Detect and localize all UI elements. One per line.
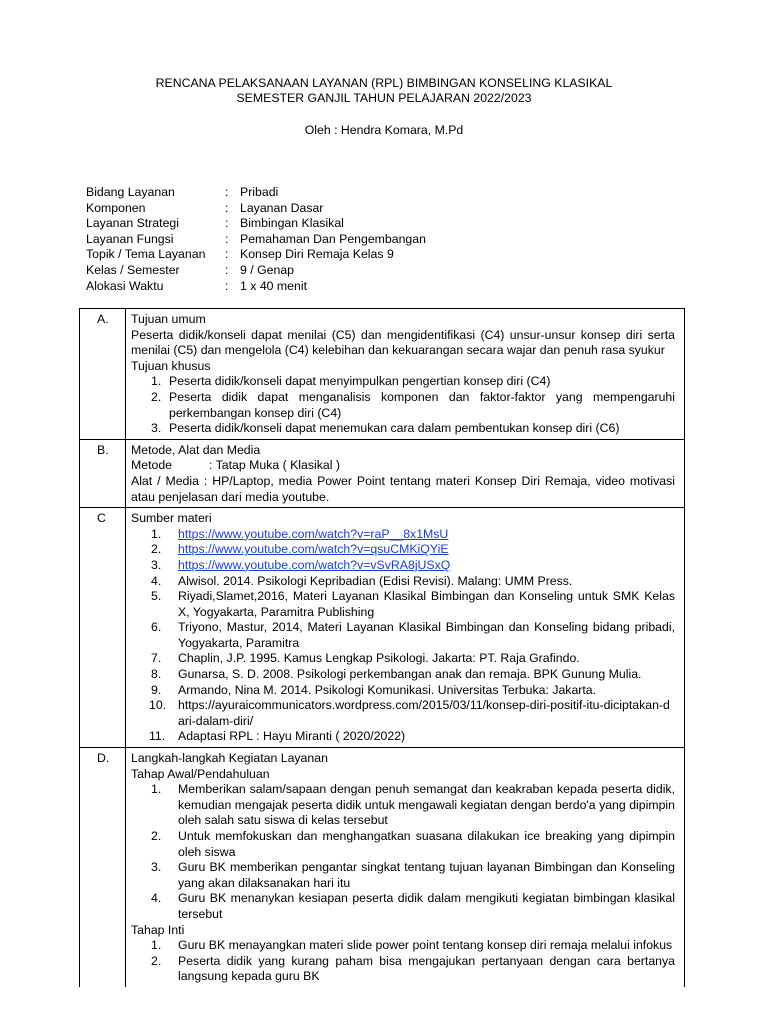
list-item <box>131 782 675 829</box>
item-number: 2. <box>151 953 162 968</box>
item-number: 1. <box>151 782 162 797</box>
meta-colon: : <box>225 200 229 215</box>
list-item <box>131 938 675 954</box>
meta-label: Topik / Tema Layanan <box>86 247 206 262</box>
meta-colon: : <box>225 185 229 199</box>
section-letter: D. <box>80 748 126 987</box>
author-line: Oleh : Hendra Komara, M.Pd <box>304 123 464 137</box>
item-number: 1. <box>151 374 162 389</box>
item-text: Guru BK menayangkan materi slide power point tentang konsep diri remaja melalui infokus <box>178 938 673 953</box>
meta-value: Layanan Dasar <box>240 200 324 215</box>
general-objective: Peserta didik/konseli dapat menilai (C5) dan mengidentifikasi (C4) unsur-unsur konsep diri serta menilai (C5) dan mengelola (C4) kelebihan dan kekuarangan secara wajar dan penuh rasa syukur <box>131 327 675 358</box>
list-item <box>131 421 675 437</box>
list-item <box>131 729 675 745</box>
meta-label: Alokasi Waktu <box>86 278 164 293</box>
meta-label: Layanan Strategi <box>86 216 179 231</box>
list-item <box>131 589 675 620</box>
meta-value: 9 / Genap <box>240 262 295 277</box>
section-title: Sumber materi <box>131 511 212 526</box>
meta-value: 1 x 40 menit <box>240 278 307 293</box>
item-text: Peserta didik/konseli dapat menyimpulkan pengertian konsep diri (C4) <box>169 374 551 389</box>
item-number: 4. <box>151 573 162 588</box>
list-item <box>131 698 675 729</box>
document-subtitle: SEMESTER GANJIL TAHUN PELAJARAN 2022/2023 <box>236 91 532 105</box>
meta-value: Pribadi <box>240 185 279 199</box>
list-item <box>131 829 675 860</box>
meta-colon: : <box>225 231 229 246</box>
item-number: 5. <box>151 589 162 604</box>
source-link[interactable]: https://www.youtube.com/watch?v=raP__8x1MsU <box>178 526 449 541</box>
specific-objective-title: Tujuan khusus <box>131 358 211 373</box>
source-link[interactable]: https://www.youtube.com/watch?v=vSvRA8jUSxQ <box>178 557 451 572</box>
item-text: Triyono, Mastur, 2014, Materi Layanan Klasikal Bimbingan dan Konseling bidang pribadi, Yogyakarta, Paramitra <box>178 620 675 650</box>
list-item <box>131 542 675 558</box>
section-title: Metode, Alat dan Media <box>131 442 261 457</box>
item-text: Guru BK menanykan kesiapan peserta didik dalam mengikuti kegiatan bimbingan klasikal tersebut <box>178 891 675 921</box>
item-number: 2. <box>151 542 162 557</box>
section-content <box>126 508 684 747</box>
list-item <box>131 860 675 891</box>
item-number: 11. <box>149 729 166 744</box>
source-list <box>131 527 675 745</box>
method-line <box>131 458 675 474</box>
list-item <box>131 954 675 985</box>
section-content <box>126 748 684 987</box>
meta-row <box>86 279 426 295</box>
phase2-list <box>131 938 675 985</box>
item-number: 4. <box>151 891 162 906</box>
item-text: Riyadi,Slamet,2016, Materi Layanan Klasikal Bimbingan dan Konseling untuk SMK Kelas X, Yogyakarta, Paramitra Publishing <box>178 589 675 619</box>
objective-list <box>131 374 675 436</box>
section-letter: C <box>80 508 126 747</box>
meta-label: Layanan Fungsi <box>86 231 174 246</box>
section-letter: A. <box>80 309 126 439</box>
item-number: 6. <box>151 620 162 635</box>
item-text: Chaplin, J.P. 1995. Kamus Lengkap Psikologi. Jakarta: PT. Raja Grafindo. <box>178 651 580 666</box>
section-content <box>126 309 684 439</box>
rpl-table <box>79 308 685 987</box>
meta-label: Kelas / Semester <box>86 262 180 277</box>
meta-value: Konsep Diri Remaja Kelas 9 <box>240 247 394 262</box>
section-c-row <box>80 508 684 748</box>
list-item <box>131 667 675 683</box>
item-text: Peserta didik/konseli dapat menemukan cara dalam pembentukan konsep diri (C6) <box>169 421 620 436</box>
list-item <box>131 651 675 667</box>
item-number: 8. <box>151 667 162 682</box>
list-item <box>131 527 675 543</box>
list-item <box>131 374 675 390</box>
phase-title: Tahap Inti <box>131 922 185 937</box>
item-number: 10. <box>149 698 167 713</box>
method-value: : Tatap Muka ( Klasikal ) <box>209 458 340 473</box>
list-item <box>131 891 675 922</box>
item-text: Untuk memfokuskan dan menghangatkan suasana dilakukan ice breaking yang dipimpin oleh siswa <box>178 829 675 859</box>
list-item <box>131 683 675 699</box>
list-item <box>131 558 675 574</box>
phase-title: Tahap Awal/Pendahuluan <box>131 766 270 781</box>
method-label: Metode <box>131 458 173 473</box>
section-title: Langkah-langkah Kegiatan Layanan <box>131 751 328 766</box>
meta-colon: : <box>225 278 229 293</box>
list-item <box>131 620 675 651</box>
item-text: Adaptasi RPL : Hayu Miranti ( 2020/2022) <box>178 729 406 744</box>
meta-row <box>86 216 426 232</box>
media-line: Alat / Media : HP/Laptop, media Power Point tentang materi Konsep Diri Remaja, video motivasi atau penjelasan dari media youtube. <box>131 473 675 504</box>
meta-row <box>86 263 426 279</box>
item-text: Alwisol. 2014. Psikologi Kepribadian (Edisi Revisi). Malang: UMM Press. <box>178 573 573 588</box>
item-text: Guru BK memberikan pengantar singkat tentang tujuan layanan Bimbingan dan Konseling yang akan dilaksanakan hari itu <box>178 860 675 890</box>
meta-value: Bimbingan Klasikal <box>240 216 344 231</box>
item-text: Armando, Nina M. 2014. Psikologi Komunikasi. Universitas Terbuka: Jakarta. <box>178 682 597 697</box>
meta-row <box>86 201 426 217</box>
item-number: 3. <box>151 860 162 875</box>
section-content <box>126 440 684 507</box>
meta-row <box>86 232 426 248</box>
source-link[interactable]: https://www.youtube.com/watch?v=qsuCMKiQYiE <box>178 542 449 557</box>
meta-colon: : <box>225 216 229 231</box>
meta-colon: : <box>225 262 229 277</box>
item-number: 3. <box>151 421 162 436</box>
item-text: https://ayuraicommunicators.wordpress.com/2015/03/11/konsep-diri-positif-itu-diciptakan-dari-dalam-diri/ <box>178 698 670 728</box>
meta-label: Bidang Layanan <box>86 185 175 199</box>
meta-label: Komponen <box>86 200 146 215</box>
item-number: 1. <box>151 526 162 541</box>
document-title: RENCANA PELAKSANAAN LAYANAN (RPL) BIMBINGAN KONSELING KLASIKAL <box>155 76 613 90</box>
section-d-row <box>80 748 684 987</box>
item-number: 3. <box>151 557 162 572</box>
item-text: Peserta didik dapat menganalisis komponen dan faktor-faktor yang mempengaruhi perkembangan konsep diri (C4) <box>169 389 675 420</box>
meta-value: Pemahaman Dan Pengembangan <box>240 231 426 246</box>
phase1-list <box>131 782 675 922</box>
item-number: 2. <box>151 389 162 404</box>
section-letter: B. <box>80 440 126 507</box>
section-title: Tujuan umum <box>131 312 206 326</box>
section-b-row <box>80 440 684 508</box>
identity-block <box>86 185 426 294</box>
item-number: 1. <box>151 938 162 953</box>
meta-row <box>86 185 426 201</box>
list-item <box>131 390 675 421</box>
meta-colon: : <box>225 247 229 262</box>
item-number: 2. <box>151 829 162 843</box>
list-item <box>131 574 675 590</box>
item-text: Memberikan salam/sapaan dengan penuh semangat dan keakraban kepada peserta didik, kemudian mengajak peserta didik untuk mengawali kegiatan dengan berdo'a yang dipimpin oleh salah satu siswa di kelas tersebut <box>178 782 675 828</box>
item-number: 7. <box>151 651 162 666</box>
section-a-row <box>80 309 684 440</box>
item-number: 9. <box>151 682 162 697</box>
item-text: Gunarsa, S. D. 2008. Psikologi perkembangan anak dan remaja. BPK Gunung Mulia. <box>178 667 642 682</box>
meta-row <box>86 247 426 263</box>
item-text: Peserta didik yang kurang paham bisa mengajukan pertanyaan dengan cara bertanya langsung kepada guru BK <box>178 953 675 984</box>
